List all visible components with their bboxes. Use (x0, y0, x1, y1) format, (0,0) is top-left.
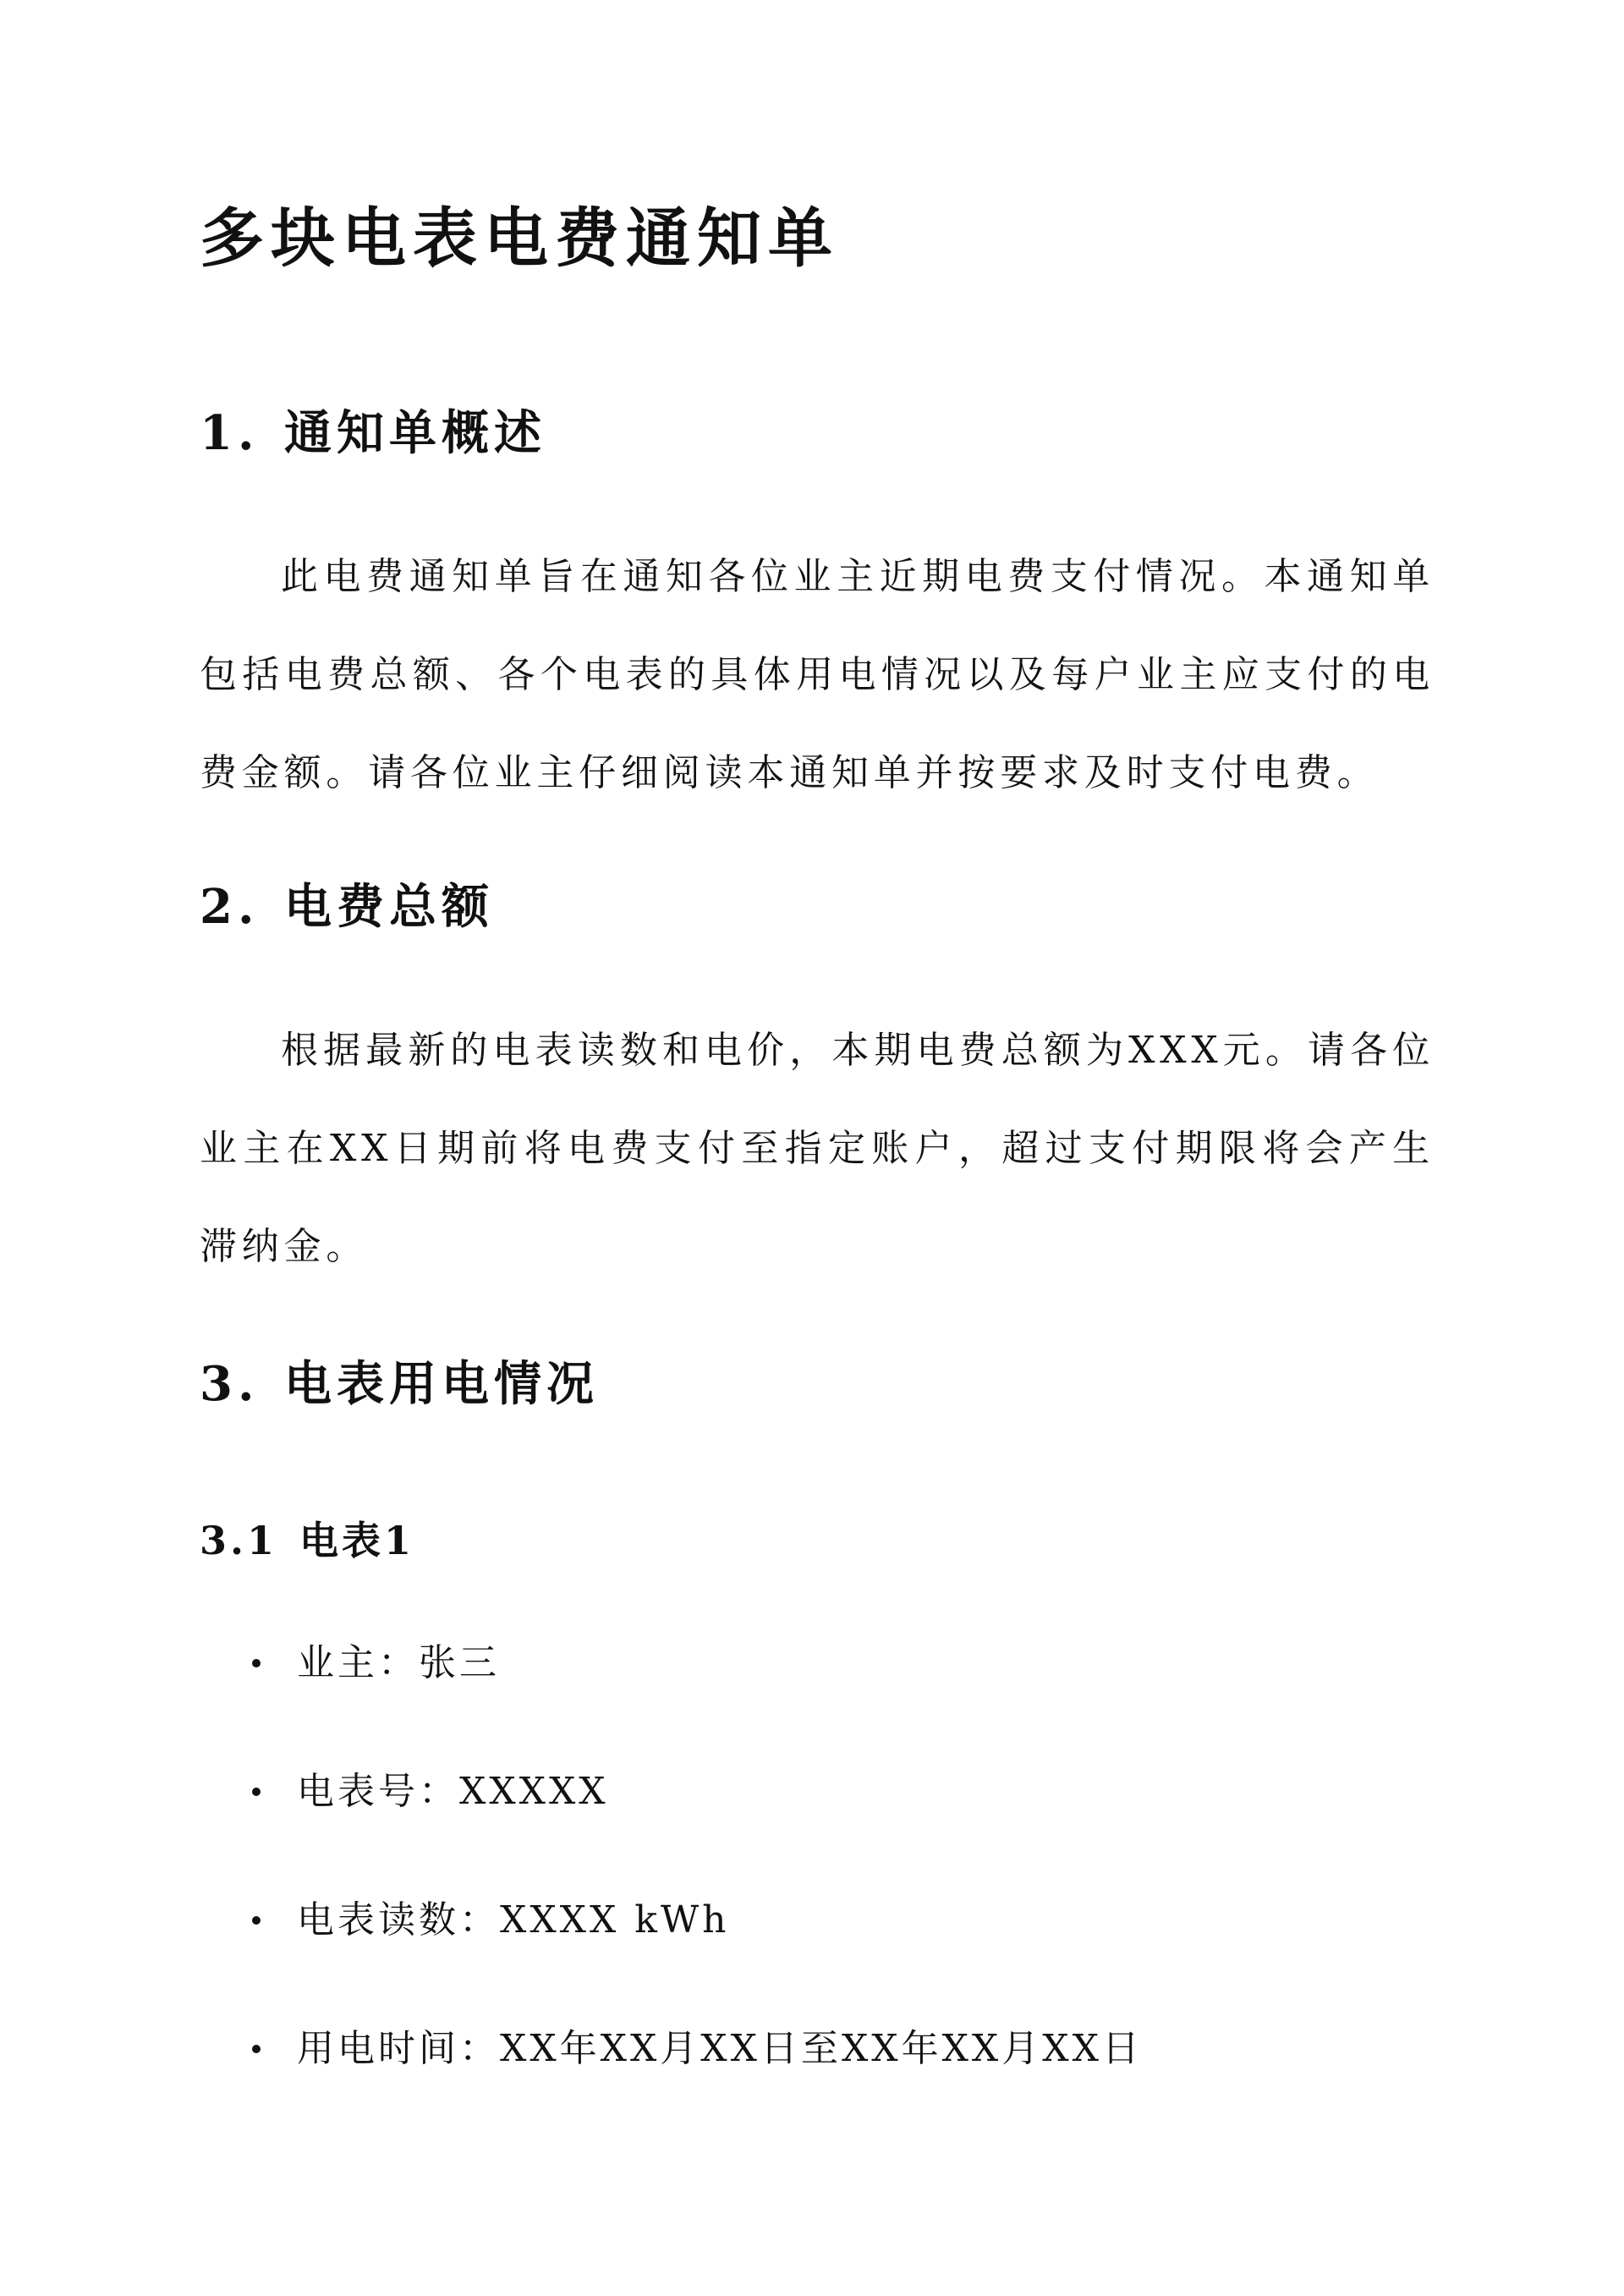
section-1-number: 1. (200, 405, 260, 461)
subsection-3-1-number: 3.1 (200, 1518, 278, 1563)
bullet-icon (252, 1916, 261, 1925)
meter-number-value: 电表号：XXXXX (297, 1770, 609, 1813)
meter-reading-value: 电表读数：XXXX kWh (297, 1898, 730, 1942)
section-1-paragraph: 此电费通知单旨在通知各位业主近期电费支付情况。本通知单包括电费总额、各个电表的具体用电情况以及每户业主应支付的电费金额。请各位业主仔细阅读本通知单并按要求及时支付电费。 (200, 555, 1435, 794)
owner-value: 业主：张三 (297, 1641, 500, 1684)
section-3-number: 3. (200, 1356, 260, 1412)
section-2-heading (200, 873, 494, 941)
subsection-3-1-title: 电表1 (299, 1518, 415, 1563)
usage-period-value: 用电时间：XX年XX月XX日至XX年XX月XX日 (297, 2027, 1143, 2070)
bullet-icon (252, 2045, 261, 2053)
bullet-icon (252, 1788, 261, 1796)
subsection-3-1-heading (200, 1511, 414, 1570)
section-1-heading (200, 399, 546, 467)
section-1-title: 通知单概述 (284, 405, 546, 461)
section-3-title: 电表用电情况 (284, 1356, 599, 1412)
section-2-title: 电费总额 (284, 879, 494, 935)
document-title: 多块电表电费通知单 (200, 200, 839, 276)
section-2-number: 2. (200, 879, 260, 935)
section-2-paragraph: 根据最新的电表读数和电价，本期电费总额为XXX元。请各位业主在XX日期前将电费支付至指定账户，超过支付期限将会产生滞纳金。 (200, 1029, 1435, 1268)
bullet-icon (252, 1659, 261, 1667)
section-3-heading (200, 1350, 599, 1418)
